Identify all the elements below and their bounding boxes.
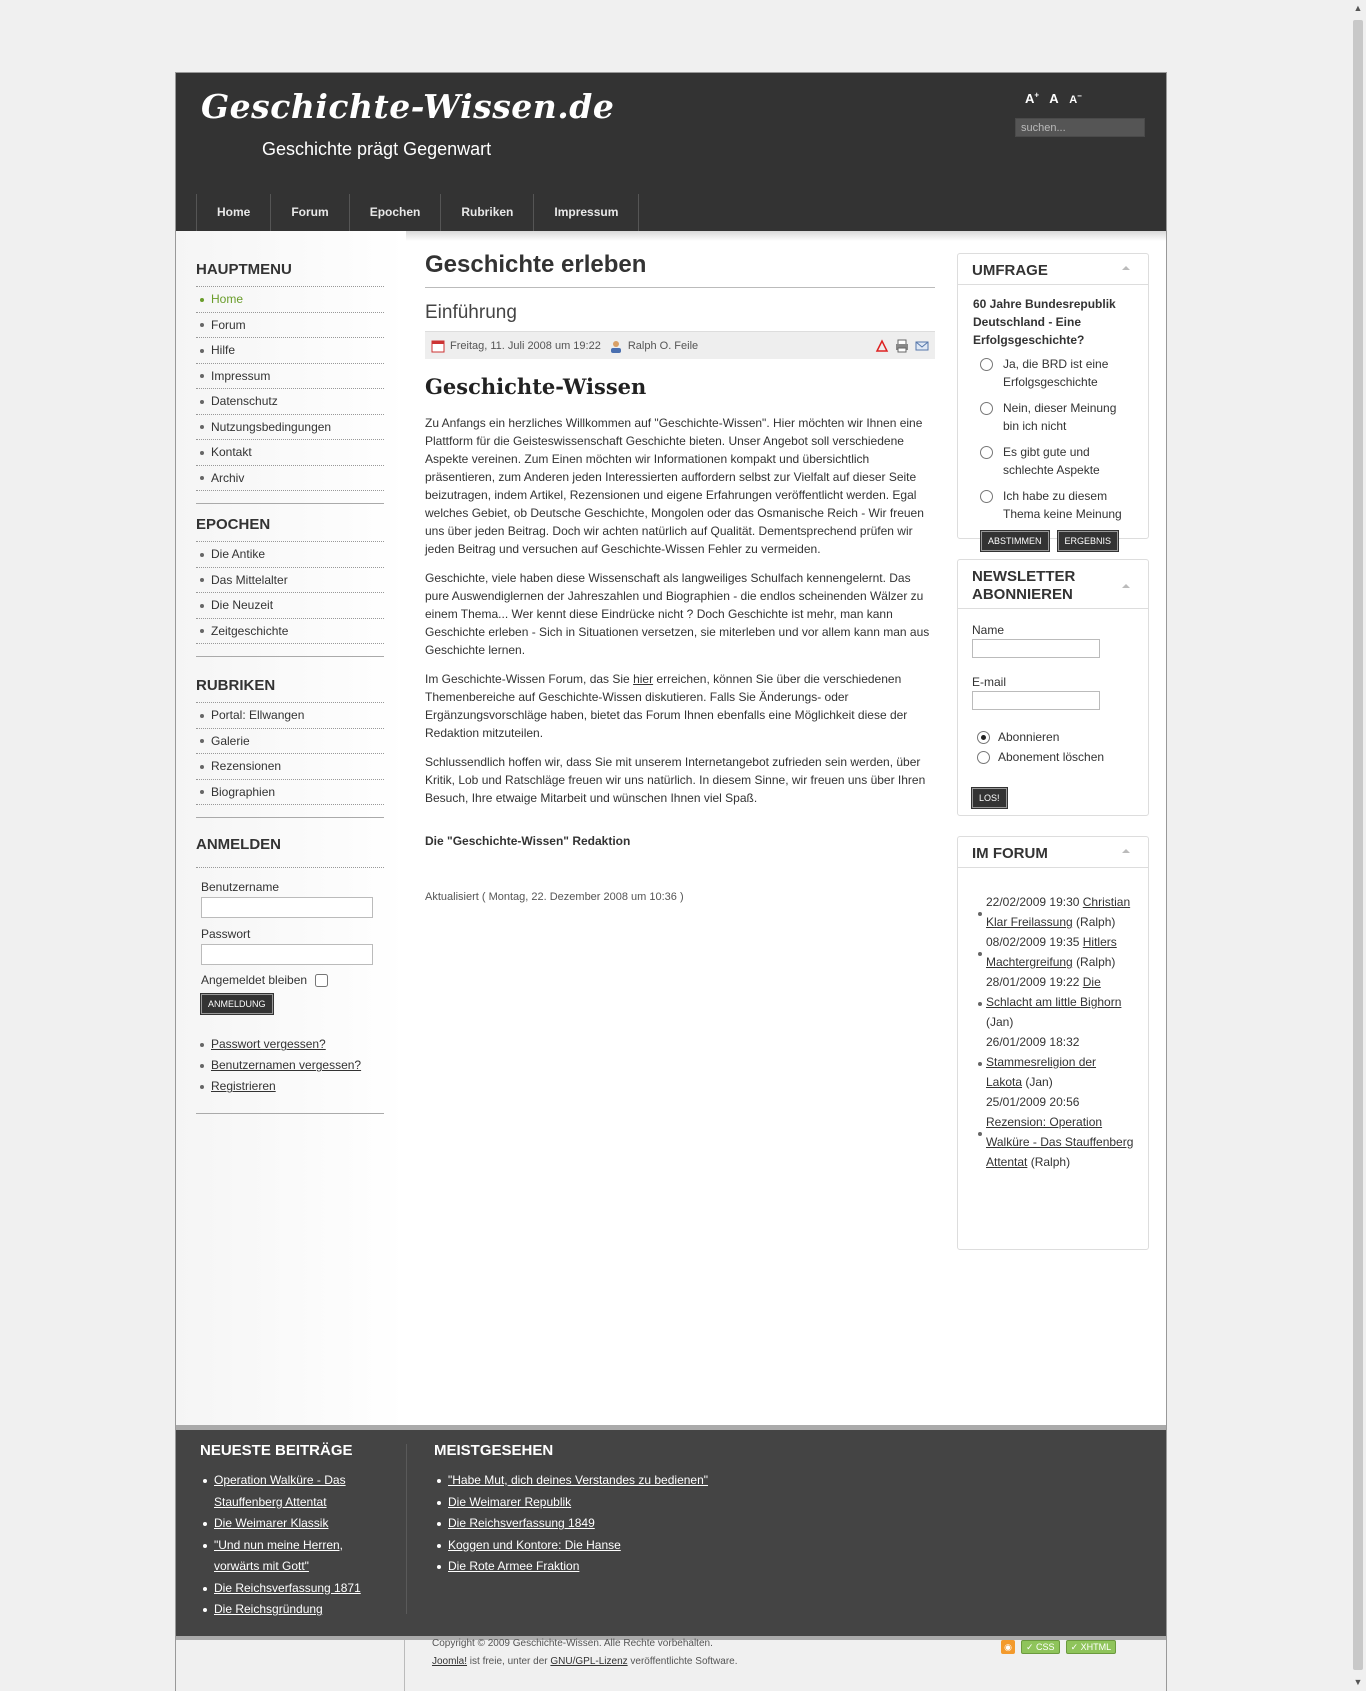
forum-topic-link[interactable]: Rezension: Operation Walküre - Das Stauffenberg Attentat [986,1115,1134,1169]
forum-module [957,836,1149,1250]
nav-epochen[interactable]: Epochen [350,194,442,231]
newsletter-submit-button[interactable]: LOS! [972,788,1007,808]
poll-radio[interactable] [980,358,993,371]
rubriken-list [196,702,384,805]
forgot-password-link[interactable]: Passwort vergessen? [211,1037,326,1052]
poll-header [958,254,1148,285]
font-size-tools [1025,91,1089,106]
forum-entry: 25/01/2009 20:56 Rezension: Operation Walküre - Das Stauffenberg Attentat (Ralph) [978,1092,1134,1172]
forgot-username-link[interactable]: Benutzernamen vergessen? [211,1058,362,1073]
divider [196,503,384,504]
article-paragraph: Geschichte, viele haben diese Wissenschaft als langweiliges Schulfach kennengelernt. Das pure Auswendiglernen der Jahreszahlen und Biographien - die endlos scheinenden Wälzer zu einem Thema... Wer kennt diese Eindrücke nicht ? Doch Geschichte ist mehr, man kann Geschichte erleben - Sich in Situationen versetzen, sie miterleben und vor allem kann man aus Geschichte lernen. [425,571,930,657]
login-module [196,836,384,1114]
forum-topic-link[interactable]: Die Schlacht am little Bighorn [986,975,1122,1009]
poll-option[interactable]: Es gibt gute und schlechte Aspekte [980,443,1134,479]
username-field[interactable] [201,897,373,918]
page-title: Geschichte erleben [425,231,935,288]
nav-forum[interactable]: Forum [271,194,349,231]
list-item [434,1470,774,1492]
scroll-up-icon[interactable]: ▲ [1353,3,1363,13]
gpl-link[interactable]: GNU/GPL-Lizenz [550,1656,628,1667]
main-content [425,231,935,917]
newest-link[interactable]: "Und nun meine Herren, vorwärts mit Gott" [214,1537,343,1573]
menu-item-rezensionen[interactable]: Rezensionen [196,754,384,780]
poll-title: UMFRAGE [972,262,1048,279]
forum-link[interactable]: hier [633,672,654,686]
popular-link[interactable]: "Habe Mut, dich deines Verstandes zu bedienen" [448,1473,709,1487]
menu-item-hilfe[interactable]: Hilfe [196,338,384,364]
nav-impressum[interactable]: Impressum [534,194,639,231]
forum-list [978,892,1134,1172]
forum-entry: 08/02/2009 19:35 Hitlers Machtergreifung (Ralph) [978,932,1134,972]
remember-label: Angemeldet bleiben [201,973,308,987]
subscribe-radio[interactable] [977,731,990,744]
name-label: Name [972,623,1005,637]
rubriken-module [196,677,384,818]
css-badge[interactable]: ✓ CSS [1021,1640,1060,1654]
newest-posts [200,1442,380,1621]
email-icon[interactable] [915,339,929,353]
forgot-password-link-item [196,1034,384,1055]
divider [196,817,384,818]
username-label: Benutzername [201,880,280,894]
xhtml-badge[interactable]: ✓ XHTML [1066,1640,1117,1654]
menu-item-datenschutz[interactable]: Datenschutz [196,389,384,415]
article-date: Freitag, 11. Juli 2008 um 19:22 [450,339,601,352]
menu-item-zeitgeschichte[interactable]: Zeitgeschichte [196,619,384,645]
list-item [200,1599,380,1621]
poll-option[interactable]: Nein, dieser Meinung bin ich nicht [980,399,1134,435]
collapse-icon[interactable] [1122,584,1130,588]
poll-radio[interactable] [980,446,993,459]
article-tools [875,339,929,353]
remember-checkbox[interactable] [315,974,328,987]
menu-item-home[interactable]: Home [196,287,384,313]
copyright: Copyright © 2009 Geschichte-Wissen. Alle Rechte vorbehalten. [432,1638,713,1649]
collapse-icon[interactable] [1122,849,1130,853]
hauptmenu-list [196,286,384,491]
user-icon [609,339,623,353]
epochen-list [196,541,384,644]
section-title: Einführung [425,302,517,323]
rss-icon[interactable]: ◉ [1001,1640,1015,1654]
divider [196,867,384,868]
joomla-link[interactable]: Joomla! [432,1656,468,1667]
font-reset-button[interactable]: A [1049,91,1059,107]
scroll-down-icon[interactable]: ▼ [1353,1677,1363,1687]
nav-rubriken[interactable]: Rubriken [441,194,534,231]
divider [196,656,384,657]
remember-row [201,973,384,987]
login-title: ANMELDEN [196,836,281,853]
poll-option[interactable]: Ich habe zu diesem Thema keine Meinung [980,487,1134,523]
most-viewed [434,1442,774,1578]
poll-radio[interactable] [980,402,993,415]
site-slogan: Geschichte prägt Gegenwart [262,139,492,159]
header [176,73,1166,231]
menu-item-mittelalter[interactable]: Das Mittelalter [196,568,384,594]
forum-entry: 26/01/2009 18:32 Stammesreligion der Lakota (Jan) [978,1032,1134,1092]
list-item [434,1556,774,1578]
name-field[interactable] [972,639,1100,658]
register-link[interactable]: Registrieren [211,1079,276,1094]
menu-item-antike[interactable]: Die Antike [196,542,384,568]
font-increase-button[interactable]: A+ [1025,91,1040,107]
email-label: E-mail [972,675,1007,689]
password-label: Passwort [201,927,251,941]
site-logo[interactable]: Geschichte-Wissen.de [201,87,615,126]
hauptmenu-module [196,261,384,504]
list-item [200,1578,380,1600]
poll-radio[interactable] [980,490,993,503]
menu-item-galerie[interactable]: Galerie [196,729,384,755]
list-item [434,1492,774,1514]
popular-link[interactable]: Die Weimarer Republik [448,1494,572,1509]
article-updated: Aktualisiert ( Montag, 22. Dezember 2008 um 10:36 ) [425,891,684,903]
epochen-module [196,516,384,657]
newest-link[interactable]: Die Reichsverfassung 1871 [214,1580,361,1595]
article-meta [425,331,935,359]
menu-item-archiv[interactable]: Archiv [196,466,384,492]
poll-buttons [981,531,1148,551]
forgot-username-link-item [196,1055,384,1076]
forum-entry: 22/02/2009 19:30 Christian Klar Freilassung (Ralph) [978,892,1134,932]
subscribe-option[interactable]: Abonnieren [977,730,1148,744]
footer-badges [1001,1640,1116,1654]
menu-item-forum[interactable]: Forum [196,313,384,339]
login-links [196,1034,384,1097]
unsubscribe-option[interactable]: Abonement löschen [977,750,1148,764]
newsletter-header [958,560,1148,609]
article-paragraph: Schlussendlich hoffen wir, dass Sie mit unserem Internetangebot zufrieden sein werden, über Kritik, Lob und Ratschläge freuen wir uns natürlich. In diesem Sinne, wir freuen uns über Ihren Besuch, Ihre etwaige Mitarbeit und wünschen Ihnen viel Spaß. [425,755,926,805]
divider [196,1113,384,1114]
list-item [200,1470,380,1513]
newest-link[interactable]: Operation Walküre - Das Stauffenberg Attentat [214,1473,346,1509]
forum-entry: 28/01/2009 19:22 Die Schlacht am little Bighorn (Jan) [978,972,1134,1032]
calendar-icon [431,339,445,353]
font-decrease-button[interactable]: A− [1069,91,1082,107]
article-paragraph: Im Geschichte-Wissen Forum, das Sie hier erreichen, können Sie über die verschiedenen Themenbereiche auf Geschichte-Wissen diskutieren. Falls Sie Änderungs- oder Ergänzungsvorschläge haben, bietet das Forum Ihnen ebenfalls eine Möglichkeit diese der Redaktion mitzuteilen. [425,672,908,740]
list-item [434,1513,774,1535]
newest-list [200,1470,380,1621]
page-scrollbar[interactable] [1350,0,1366,1691]
email-field[interactable] [972,691,1100,710]
menu-item-impressum[interactable]: Impressum [196,364,384,390]
poll-module [957,253,1149,546]
newest-title: NEUESTE BEITRÄGE [200,1442,353,1459]
menu-item-biographien[interactable]: Biographien [196,780,384,806]
epochen-title: EPOCHEN [196,516,271,533]
newsletter-module [957,559,1149,816]
popular-link[interactable]: Die Rote Armee Fraktion [448,1559,580,1573]
scroll-thumb[interactable] [1353,20,1363,1670]
forum-topic-link[interactable]: Christian Klar Freilassung [986,895,1131,929]
login-button[interactable]: ANMELDUNG [201,994,273,1014]
print-icon[interactable] [895,339,909,353]
register-link-item [196,1076,384,1097]
list-item [200,1535,380,1578]
collapse-icon[interactable] [1122,266,1130,270]
vote-button[interactable]: ABSTIMMEN [981,531,1049,551]
menu-item-kontakt[interactable]: Kontakt [196,440,384,466]
article-signature: Die "Geschichte-Wissen" Redaktion [425,834,631,848]
newest-link[interactable]: Die Weimarer Klassik [214,1516,329,1530]
most-viewed-title: MEISTGESEHEN [434,1442,554,1459]
newsletter-title: NEWSLETTER ABONNIEREN [972,568,1076,603]
article-paragraph: Zu Anfangs ein herzliches Willkommen auf "Geschichte-Wissen". Hier möchten wir Ihnen eine Plattform für die Geisteswissenschaft Geschichte bieten. Unser Angebot soll verschiedene Aspekte vereinen. Zum Einen möchten wir Informationen kompakt und übersichtlich präsentieren, zum Anderen jeden Interessierten auffordern selbst zur Vielfalt auf dieser Seite beizutragen, indem Artikel, Rezensionen und eigene Erfahrungen veröffentlicht werden. Egal welches Gebiet, ob Deutsche Geschichte, Mongolen oder das Osmanische Reich - Wir freuen uns über jeden Beitrag. Doch wir achten natürlich auf Qualität. Dementsprechend prüfen wir jeden Beitrag und versuchen auf Geschichte-Wissen Fehler zu vermeiden. [425,416,924,556]
article-title: Geschichte-Wissen [425,374,647,399]
article-author: Ralph O. Feile [627,339,699,352]
poll-question: 60 Jahre Bundesrepublik Deutschland - Eine Erfolgsgeschichte? [973,297,1116,347]
hauptmenu-title: HAUPTMENU [196,261,292,278]
forum-topic-link[interactable]: Stammesreligion der Lakota [986,1055,1097,1089]
popular-link[interactable]: Die Reichsverfassung 1849 [448,1516,595,1530]
main-nav [196,194,639,231]
pdf-icon[interactable] [875,339,889,353]
left-column [176,231,406,1425]
forum-topic-link[interactable]: Hitlers Machtergreifung [986,935,1117,969]
results-button[interactable]: ERGEBNIS [1058,531,1119,551]
nav-home[interactable]: Home [197,194,271,231]
menu-item-neuzeit[interactable]: Die Neuzeit [196,593,384,619]
popular-link[interactable]: Koggen und Kontore: Die Hanse [448,1537,621,1552]
menu-item-ellwangen[interactable]: Portal: Ellwangen [196,703,384,729]
rubriken-title: RUBRIKEN [196,677,276,694]
page-container [175,72,1167,1691]
list-item [434,1535,774,1557]
forum-title: IM FORUM [972,845,1048,862]
bottom-band [176,1425,1167,1641]
joomla-credit: Joomla! ist freie, unter der GNU/GPL-Lizenz veröffentlichte Software. [432,1656,738,1667]
password-field[interactable] [201,944,373,965]
search-input[interactable] [1015,118,1145,137]
divider [404,1640,405,1691]
list-item [200,1513,380,1535]
poll-option[interactable]: Ja, die BRD ist eine Erfolgsgeschichte [980,355,1134,391]
footer-continued [175,1640,1167,1691]
forum-header [958,837,1148,868]
newest-link[interactable]: Die Reichsgründung [214,1602,323,1616]
menu-item-nutzungsbedingungen[interactable]: Nutzungsbedingungen [196,415,384,441]
most-viewed-list [434,1470,774,1578]
divider [406,1444,407,1614]
unsubscribe-radio[interactable] [977,751,990,764]
